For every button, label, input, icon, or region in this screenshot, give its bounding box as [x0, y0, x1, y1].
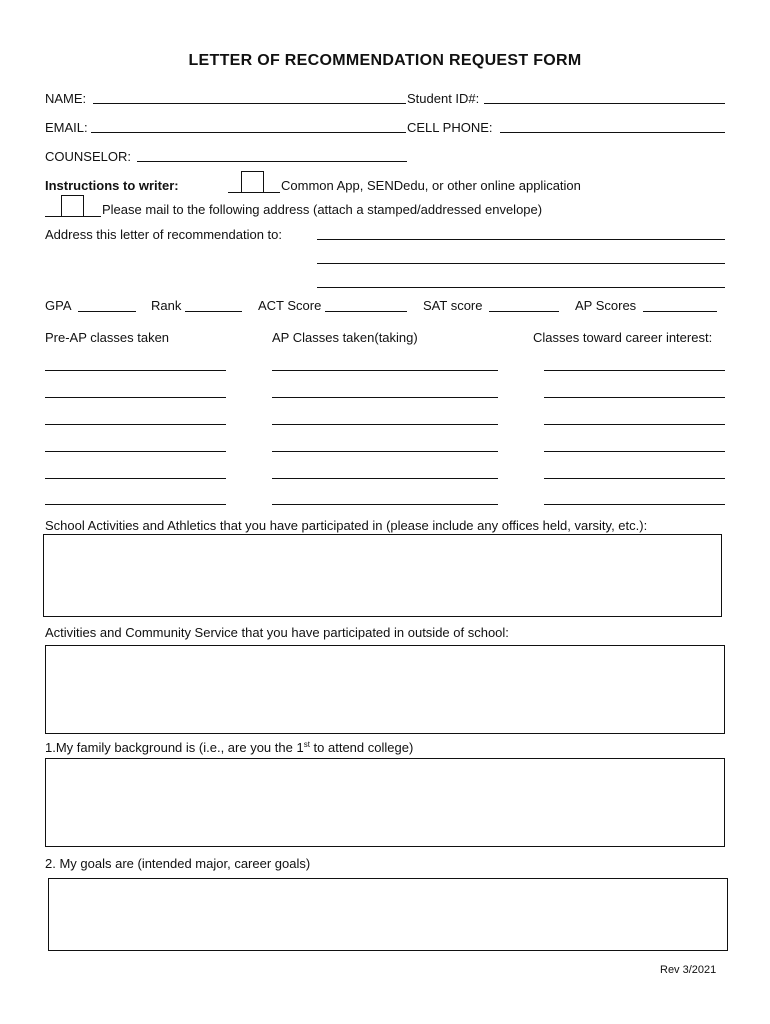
email-label: EMAIL:	[45, 120, 88, 135]
goals-label: 2. My goals are (intended major, career goals)	[45, 856, 311, 871]
gpa-label: GPA	[45, 298, 72, 313]
address-label: Address this letter of recommendation to:	[45, 227, 283, 242]
family-background-label: 1.My family background is (i.e., are you the 1st to attend college)	[45, 740, 414, 755]
career-class-line[interactable]	[544, 451, 725, 452]
pre-ap-line[interactable]	[45, 397, 226, 398]
school-activities-label: School Activities and Athletics that you have participated in (please include any offices held, varsity, etc.):	[45, 518, 648, 533]
instructions-heading: Instructions to writer:	[45, 178, 179, 193]
pre-ap-line[interactable]	[45, 504, 226, 505]
school-activities-box[interactable]	[43, 534, 722, 617]
ap-classes-header: AP Classes taken(taking)	[272, 330, 418, 345]
cell-phone-label: CELL PHONE:	[407, 120, 493, 135]
act-label: ACT Score	[258, 298, 322, 313]
ap-class-line[interactable]	[272, 478, 498, 479]
counselor-label: COUNSELOR:	[45, 149, 131, 164]
community-service-label: Activities and Community Service that you have participated in outside of school:	[45, 625, 509, 640]
pre-ap-line[interactable]	[45, 370, 226, 371]
page-title: LETTER OF RECOMMENDATION REQUEST FORM	[188, 52, 582, 69]
goals-box[interactable]	[48, 878, 728, 951]
cell-phone-field[interactable]	[500, 132, 725, 133]
ap-class-line[interactable]	[272, 370, 498, 371]
address-line-1[interactable]	[317, 239, 725, 240]
community-service-box[interactable]	[45, 645, 725, 734]
rank-field[interactable]	[185, 311, 242, 312]
student-id-label: Student ID#:	[407, 91, 480, 106]
family-background-box[interactable]	[45, 758, 725, 847]
counselor-field[interactable]	[137, 161, 407, 162]
ap-class-line[interactable]	[272, 504, 498, 505]
pre-ap-header: Pre-AP classes taken	[45, 330, 170, 345]
rank-label: Rank	[151, 298, 182, 313]
mail-option-label: Please mail to the following address (attach a stamped/addressed envelope)	[102, 202, 543, 217]
career-class-line[interactable]	[544, 370, 725, 371]
career-class-line[interactable]	[544, 478, 725, 479]
career-class-line[interactable]	[544, 504, 725, 505]
career-class-line[interactable]	[544, 397, 725, 398]
career-classes-header: Classes toward career interest:	[533, 330, 713, 345]
career-class-line[interactable]	[544, 424, 725, 425]
address-line-2[interactable]	[317, 263, 725, 264]
name-field[interactable]	[93, 103, 406, 104]
ap-class-line[interactable]	[272, 451, 498, 452]
gpa-field[interactable]	[78, 311, 136, 312]
mail-option-checkbox[interactable]	[61, 195, 84, 217]
address-line-3[interactable]	[317, 287, 725, 288]
email-field[interactable]	[91, 132, 406, 133]
ap-class-line[interactable]	[272, 424, 498, 425]
student-id-field[interactable]	[484, 103, 725, 104]
ap-class-line[interactable]	[272, 397, 498, 398]
sat-label: SAT score	[423, 298, 483, 313]
pre-ap-line[interactable]	[45, 424, 226, 425]
online-option-label: Common App, SENDedu, or other online application	[281, 178, 581, 193]
online-option-checkbox[interactable]	[241, 171, 264, 193]
revision-label: Rev 3/2021	[660, 964, 717, 976]
pre-ap-line[interactable]	[45, 451, 226, 452]
name-label: NAME:	[45, 91, 87, 106]
pre-ap-line[interactable]	[45, 478, 226, 479]
ap-scores-field[interactable]	[643, 311, 717, 312]
act-field[interactable]	[325, 311, 407, 312]
sat-field[interactable]	[489, 311, 559, 312]
ap-scores-label: AP Scores	[575, 298, 637, 313]
